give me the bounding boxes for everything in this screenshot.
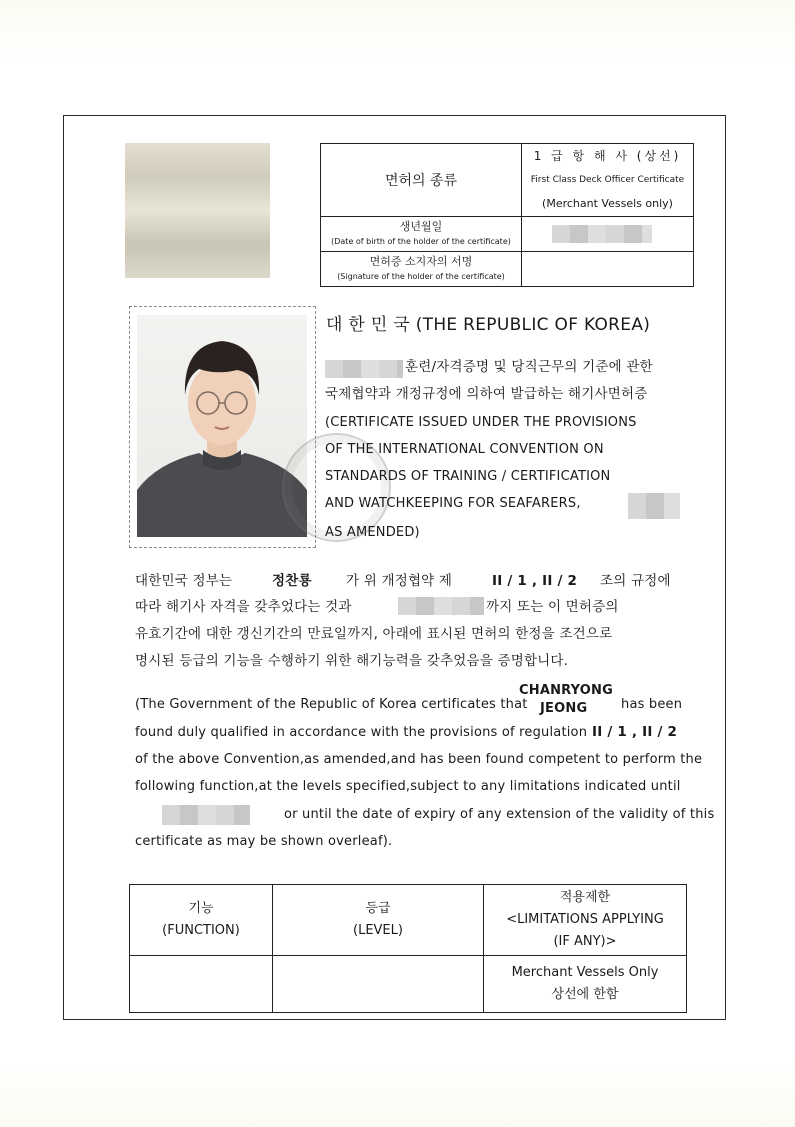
redacted-expiry-ko [398,597,484,615]
level-header-en: (LEVEL) [353,923,403,938]
license-header-table [320,143,694,287]
dob-value [522,217,694,252]
regulation-en: II / 1 , II / 2 [592,724,678,740]
dob-label [321,217,522,252]
license-kind-value-note: (Merchant Vessels only) [542,197,673,210]
signature-label [321,252,522,287]
intro-en-line2: OF THE INTERNATIONAL CONVENTION ON [325,442,604,457]
signature-value [522,252,694,287]
holder-name-en-last: JEONG [540,701,588,716]
limitations-header [484,885,687,956]
function-header-en: (FUNCTION) [162,923,240,938]
regulation-ko: II / 1 , II / 2 [492,573,578,589]
body-ko-l3: 유효기간에 대한 갱신기간의 만료일까지, 아래에 표시된 면허의 한정을 조건으로 [135,626,613,642]
holder-name-ko: 정찬룡 [272,573,312,589]
body-ko-l2b: 까지 또는 이 면허증의 [486,599,619,615]
limitations-header-en2: (IF ANY)> [553,934,617,949]
limitations-value-en: Merchant Vessels Only [511,965,659,980]
redacted-expiry-en [162,805,250,825]
body-en-l1b: has been [621,697,683,712]
limitations-header-en1: <LIMITATIONS APPLYING [506,912,664,927]
holder-photo [137,315,307,537]
body-ko-l1a: 대한민국 정부는 [135,573,233,589]
function-table [129,884,687,1013]
intro-en-line5: AS AMENDED) [325,525,420,540]
redacted-intro-year [628,493,680,519]
body-en-l1a: (The Government of the Republic of Korea certificates that [135,697,528,712]
body-en-l5: or until the date of expiry of any extension of the validity of this [284,807,715,822]
limitations-value-ko: 상선에 한함 [551,987,619,1002]
function-header-ko: 기능 [188,901,214,916]
level-header [273,885,484,956]
holder-name-en-first: CHANRYONG [519,683,614,698]
body-en-l2a: found duly qualified in accordance with the provisions of regulation [135,725,588,740]
signature-label-en: (Signature of the holder of the certificate) [337,272,505,281]
body-ko-l2a: 따라 해기사 자격을 갖추었다는 것과 [135,599,352,615]
level-cell [273,956,484,1013]
body-en-l3: of the above Convention,as amended,and has been found competent to perform the [135,752,703,767]
signature-label-ko: 면허증 소지자의 서명 [369,255,473,268]
intro-en-line1: (CERTIFICATE ISSUED UNDER THE PROVISIONS [325,415,637,430]
function-cell [130,956,273,1013]
body-ko-l4: 명시된 등급의 기능을 수행하기 위한 해기능력을 갖추었음을 증명합니다. [135,653,569,669]
redacted-intro-prefix [325,360,403,378]
redacted-dob [552,225,652,243]
intro-ko-line2: 국제협약과 개정규정에 의하여 발급하는 해기사면허증 [325,386,648,402]
license-kind-value-ko: 1 급 항 해 사 (상선) [533,149,682,163]
body-ko-l1b: 가 위 개정협약 제 [346,573,453,589]
license-kind-value [522,144,694,217]
body-en-l4: following function,at the levels specified,subject to any limitations indicated until [135,779,681,794]
intro-en-line3: STANDARDS OF TRAINING / CERTIFICATION [325,469,611,484]
intro-ko-line1: 훈련/자격증명 및 당직근무의 기준에 관한 [405,359,653,375]
redacted-emblem [125,143,270,278]
dob-label-ko: 생년월일 [399,220,443,233]
holder-portrait-image [137,315,307,537]
level-header-ko: 등급 [365,901,391,916]
license-kind-value-en: First Class Deck Officer Certificate [530,175,685,185]
function-header [130,885,273,956]
dob-label-en: (Date of birth of the holder of the certificate) [331,237,511,246]
license-kind-label: 면허의 종류 [321,144,522,217]
body-en-l6: certificate as may be shown overleaf). [135,834,393,849]
body-ko-l1c: 조의 규정에 [600,573,671,589]
country-title: 대 한 민 국 (THE REPUBLIC OF KOREA) [326,315,651,335]
limitations-header-ko: 적용제한 [559,890,611,905]
limitations-cell [484,956,687,1013]
intro-en-line4: AND WATCHKEEPING FOR SEAFARERS, [325,496,581,511]
